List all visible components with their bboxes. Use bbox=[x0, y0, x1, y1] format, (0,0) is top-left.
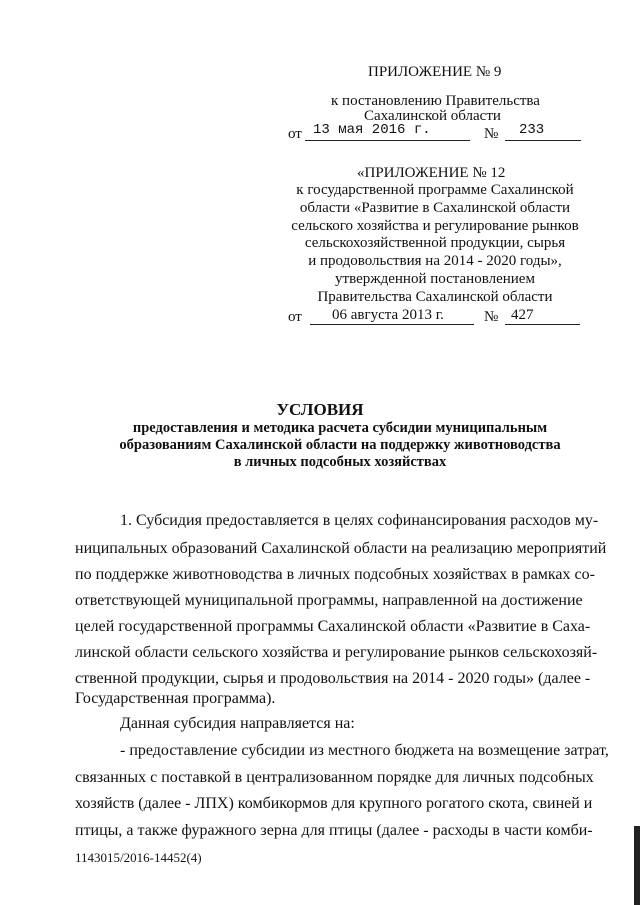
appendix12-line: сельского хозяйства и регулирование рынков bbox=[291, 217, 579, 234]
subtitle-line: предоставления и методика расчета субсидии муниципальным bbox=[132, 420, 548, 436]
body-line: целей государственной программы Сахалинской области «Развитие в Саха- bbox=[75, 618, 591, 635]
body-line: по поддержке животноводства в личных подсобных хозяйствах в рамках со- bbox=[75, 566, 595, 583]
appendix-from-label: от bbox=[288, 126, 302, 142]
body-line: птицы, а также фуражного зерна для птицы (далее - расходы в части комби- bbox=[75, 822, 593, 839]
appendix12-date: 06 августа 2013 г. bbox=[332, 307, 444, 323]
body-line: хозяйств (далее - ЛПХ) комбикормов для крупного рогатого скота, свиней и bbox=[75, 795, 593, 812]
subtitle-line: в личных подсобных хозяйствах bbox=[233, 454, 447, 470]
body-line: линской области сельского хозяйства и регулирование рынков сельскохозяй- bbox=[75, 644, 598, 661]
appendix12-number-label: № bbox=[484, 309, 499, 325]
appendix12-line: сельскохозяйственной продукции, сырья bbox=[304, 235, 566, 252]
appendix12-text bbox=[270, 182, 600, 307]
appendix12-from-label: от bbox=[288, 309, 302, 325]
body-line: связанных с поставкой в централизованном порядке для личных подсобных bbox=[75, 769, 594, 786]
appendix-date-underline bbox=[305, 140, 470, 141]
appendix12-line: Правительства Сахалинской области bbox=[317, 288, 553, 305]
appendix12-line: и продовольствия на 2014 - 2020 годы», bbox=[308, 253, 562, 270]
body-line: ответствующей муниципальной программы, направленной на достижение bbox=[75, 592, 583, 609]
appendix12-line: утвержденной постановлением bbox=[335, 270, 535, 287]
body-line: ниципальных образований Сахалинской области на реализацию мероприятий bbox=[75, 540, 607, 557]
appendix12-line: к государственной программе Сахалинской bbox=[296, 182, 574, 198]
appendix12-title: «ПРИЛОЖЕНИЕ № 12 bbox=[357, 165, 506, 181]
appendix-line-1: к постановлению Правительства bbox=[331, 93, 540, 109]
appendix12-date-underline bbox=[310, 324, 474, 325]
appendix-number: 233 bbox=[519, 122, 545, 138]
appendix12-line: области «Развитие в Сахалинской области bbox=[299, 199, 571, 216]
appendix-number-label: № bbox=[484, 126, 499, 142]
appendix-title: ПРИЛОЖЕНИЕ № 9 bbox=[368, 64, 502, 80]
body-line: 1. Субсидия предоставляется в целях софинансирования расходов му- bbox=[120, 512, 599, 529]
scan-edge-artifact bbox=[634, 826, 640, 905]
document-subtitle bbox=[100, 420, 580, 471]
document-title: УСЛОВИЯ bbox=[276, 400, 364, 419]
appendix12-number: 427 bbox=[511, 307, 534, 323]
appendix-date: 13 мая 2016 г. bbox=[313, 122, 431, 138]
body-line: Государственная программа). bbox=[75, 690, 276, 707]
subtitle-line: образованиям Сахалинской области на поддержку животноводства bbox=[119, 437, 561, 453]
body-line: ственной продукции, сырья и продовольствия на 2014 - 2020 годы» (далее - bbox=[75, 670, 591, 687]
body-line: Данная субсидия направляется на: bbox=[120, 715, 355, 732]
appendix-line-2: Сахалинской области bbox=[364, 108, 501, 124]
appendix-number-underline bbox=[505, 140, 581, 141]
document-code: 1143015/2016-14452(4) bbox=[75, 850, 202, 865]
body-line: - предоставление субсидии из местного бюджета на возмещение затрат, bbox=[120, 742, 609, 759]
appendix12-number-underline bbox=[505, 324, 580, 325]
